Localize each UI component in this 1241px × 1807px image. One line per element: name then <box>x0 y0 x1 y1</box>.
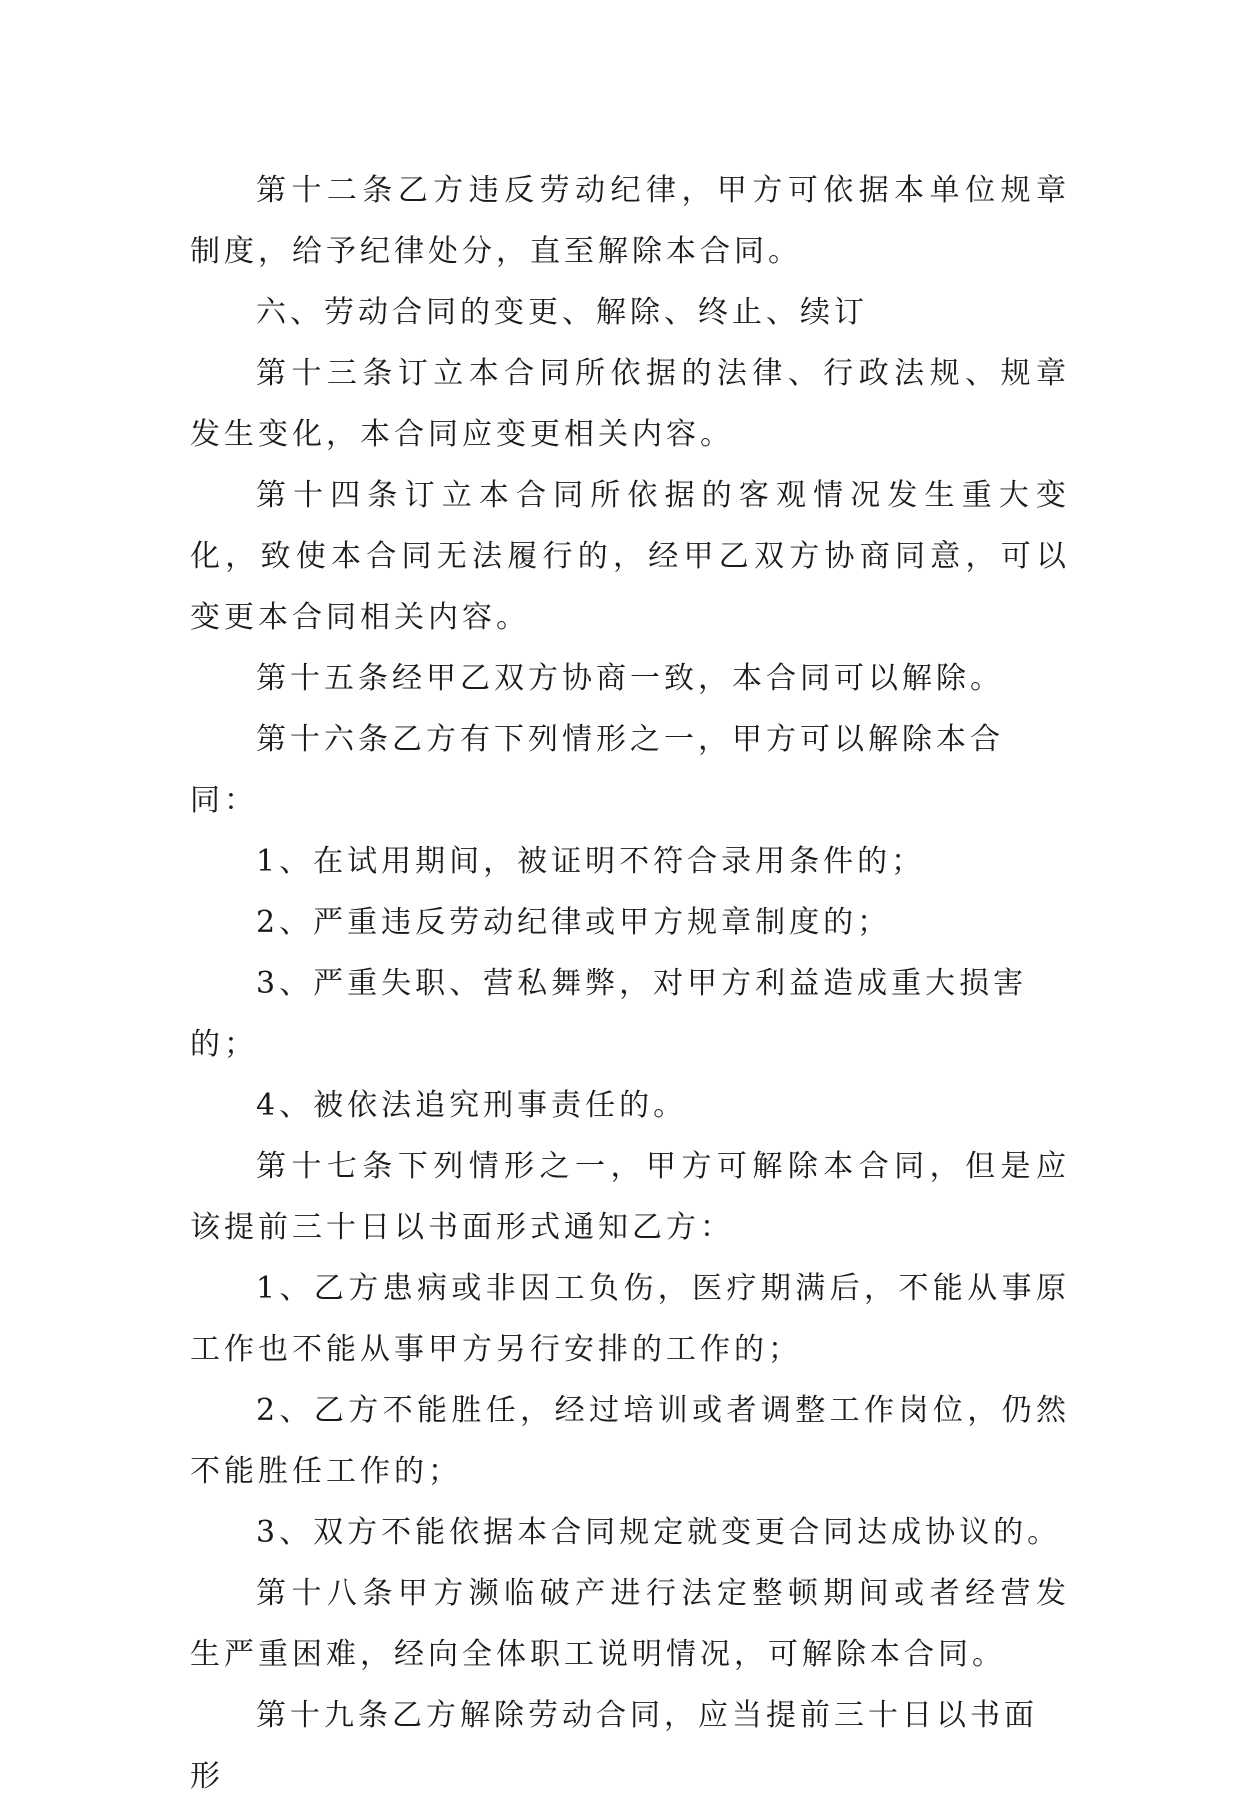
list-item-16-4: 4、被依法追究刑事责任的。 <box>256 1088 688 1123</box>
paragraph-article-14: 第十四条订立本合同所依据的客观情况发生重大变化，致使本合同无法履行的，经甲乙双方协商同意，可以变更本合同相关内容。 <box>190 478 1070 635</box>
list-item-16-3: 3、严重失职、营私舞弊，对甲方利益造成重大损害的； <box>190 966 1028 1062</box>
list-item-17-1: 1、乙方患病或非因工负伤，医疗期满后，不能从事原工作也不能从事甲方另行安排的工作的； <box>190 1271 1070 1367</box>
document-body <box>190 160 1070 1807</box>
paragraph-article-17: 第十七条下列情形之一，甲方可解除本合同，但是应该提前三十日以书面形式通知乙方： <box>190 1149 1070 1245</box>
list-item-16-2: 2、严重违反劳动纪律或甲方规章制度的； <box>256 905 892 940</box>
list-item-17-3: 3、双方不能依据本合同规定就变更合同达成协议的。 <box>256 1515 1062 1550</box>
section-heading-contract-changes: 六、劳动合同的变更、解除、终止、续订 <box>256 295 868 330</box>
paragraph-article-12: 第十二条乙方违反劳动纪律，甲方可依据本单位规章制度，给予纪律处分，直至解除本合同。 <box>190 173 1070 269</box>
paragraph-article-15: 第十五条经甲乙双方协商一致，本合同可以解除。 <box>256 661 1004 696</box>
list-item-17-2: 2、乙方不能胜任，经过培训或者调整工作岗位，仍然不能胜任工作的； <box>190 1393 1070 1489</box>
paragraph-article-13: 第十三条订立本合同所依据的法律、行政法规、规章发生变化，本合同应变更相关内容。 <box>190 356 1070 452</box>
list-item-16-1: 1、在试用期间，被证明不符合录用条件的； <box>256 844 926 879</box>
paragraph-article-18: 第十八条甲方濒临破产进行法定整顿期间或者经营发生严重困难，经向全体职工说明情况，可解除本合同。 <box>190 1576 1070 1672</box>
paragraph-article-16: 第十六条乙方有下列情形之一，甲方可以解除本合同： <box>190 722 1004 818</box>
paragraph-article-19: 第十九条乙方解除劳动合同，应当提前三十日以书面形 <box>190 1698 1038 1794</box>
